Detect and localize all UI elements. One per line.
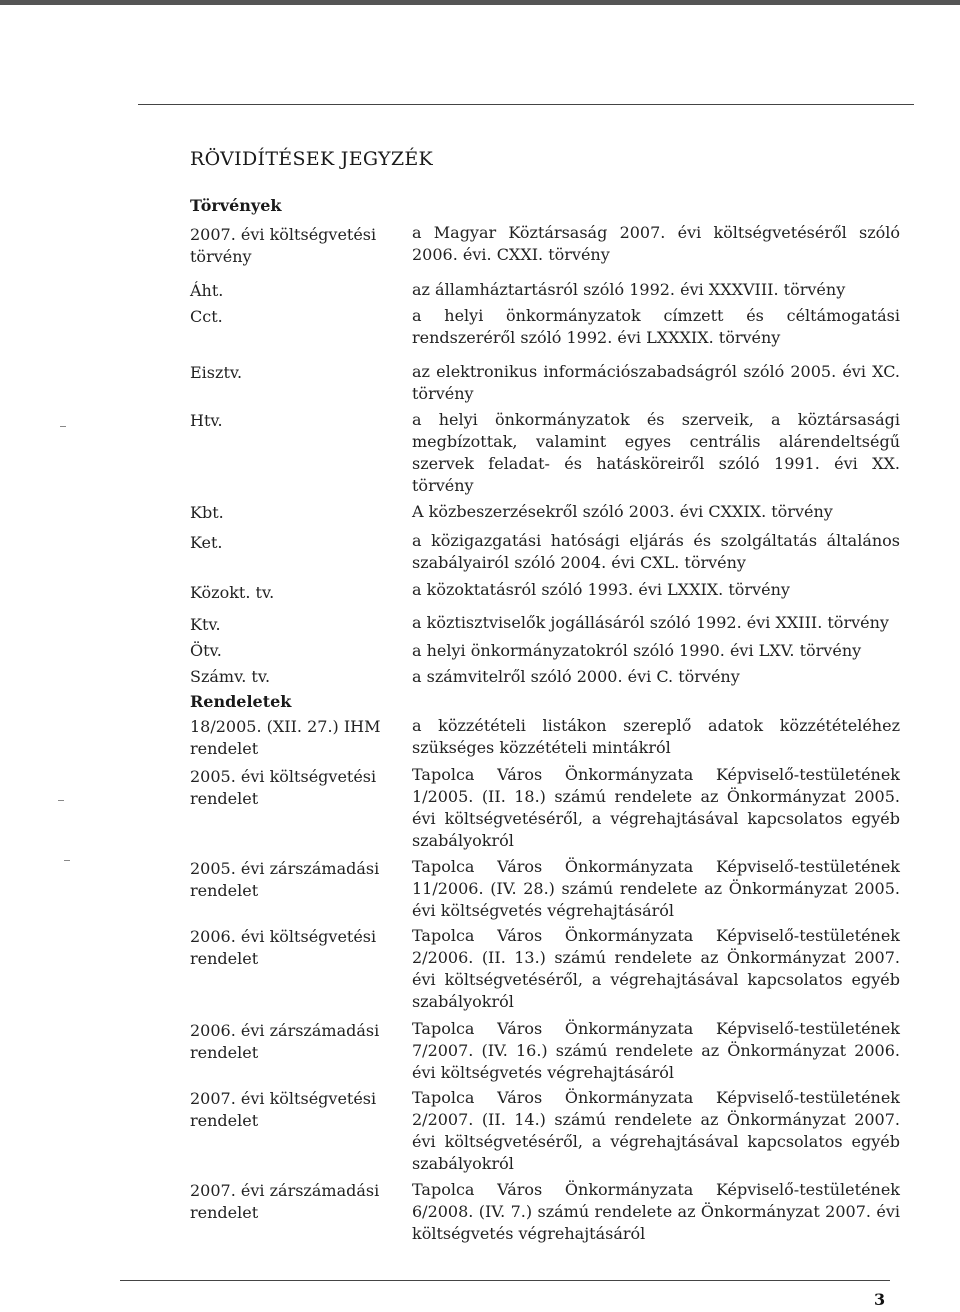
definition: Tapolca Város Önkormányzata Képviselő-testületének 2/2006. (II. 13.) számú rendelete az Önkormányzat 2007. évi költségvetéséről, a végrehajtásával kapcsolatos egyéb szabályokról (412, 926, 900, 1011)
definition: a közzétételi listákon szereplő adatok közzétételéhez szükséges közzétételi mintákról (412, 716, 900, 757)
top-edge-rule (0, 0, 960, 5)
term-2006-zarszamadasi-rendelet: 2006. évi zárszámadási rendelet (190, 1021, 380, 1062)
term-2005-zarszamadasi-rendelet: 2005. évi zárszámadási rendelet (190, 859, 380, 900)
term-2007-zarszamadasi-rendelet: 2007. évi zárszámadási rendelet (190, 1181, 380, 1222)
term-htv: Htv. (190, 411, 223, 430)
term-eisztv: Eisztv. (190, 363, 243, 382)
margin-mark (58, 800, 64, 801)
term-cct: Cct. (190, 307, 223, 326)
term-ket: Ket. (190, 533, 223, 552)
term-2006-koltsegvetesi-rendelet: 2006. évi költségvetési rendelet (190, 927, 377, 968)
definition: a közigazgatási hatósági eljárás és szolgáltatás általános szabályairól szóló 2004. évi CXL. törvény (412, 531, 900, 572)
term-kbt: Kbt. (190, 503, 224, 522)
definition: a számvitelről szóló 2000. évi C. törvény (412, 667, 740, 686)
section-heading-rendeletek: Rendeletek (190, 692, 292, 711)
page-title: RÖVIDÍTÉSEK JEGYZÉK (190, 148, 434, 170)
margin-mark (60, 426, 66, 427)
definition: Tapolca Város Önkormányzata Képviselő-testületének 6/2008. (IV. 7.) számú rendelete az Önkormányzat 2007. évi költségvetés végrehajtásáról (412, 1180, 900, 1243)
term-aht: Áht. (190, 281, 224, 300)
definition: Tapolca Város Önkormányzata Képviselő-testületének 1/2005. (II. 18.) számú rendelete az Önkormányzat 2005. évi költségvetéséről, a végrehajtásával kapcsolatos egyéb szabályokról (412, 765, 900, 850)
definition: a közoktatásról szóló 1993. évi LXXIX. törvény (412, 580, 790, 599)
definition: a helyi önkormányzatok címzett és céltámogatási rendszeréről szóló 1992. évi LXXXIX. törvény (412, 306, 900, 347)
page-number: 3 (874, 1290, 886, 1309)
term-ktv: Ktv. (190, 615, 221, 634)
definition: a Magyar Köztársaság 2007. évi költségvetéséről szóló 2006. évi. CXXI. törvény (412, 223, 900, 264)
term-2005-koltsegvetesi-rendelet: 2005. évi költségvetési rendelet (190, 767, 377, 808)
term-ihm-rendelet: 18/2005. (XII. 27.) IHM rendelet (190, 717, 381, 758)
term-szamv-tv: Számv. tv. (190, 667, 271, 686)
term-otv: Ötv. (190, 641, 222, 660)
term-kozokt-tv: Közokt. tv. (190, 583, 275, 602)
term-2007-koltsegvetesi-rendelet: 2007. évi költségvetési rendelet (190, 1089, 377, 1130)
definition: az államháztartásról szóló 1992. évi XXXVIII. törvény (412, 280, 846, 299)
definition: Tapolca Város Önkormányzata Képviselő-testületének 2/2007. (II. 14.) számú rendelete az Önkormányzat 2007. évi költségvetéséről, a végrehajtásával kapcsolatos egyéb szabályokról (412, 1088, 900, 1173)
definition: Tapolca Város Önkormányzata Képviselő-testületének 11/2006. (IV. 28.) számú rendelete az Önkormányzat 2005. évi költségvetés végrehajtásáról (412, 857, 900, 920)
definition: az elektronikus információszabadságról szóló 2005. évi XC. törvény (412, 362, 900, 403)
footer-rule (120, 1280, 890, 1281)
margin-mark (64, 860, 70, 861)
header-rule (138, 104, 914, 105)
definition: Tapolca Város Önkormányzata Képviselő-testületének 7/2007. (IV. 16.) számú rendelete az Önkormányzat 2006. évi költségvetés végrehajtásáról (412, 1019, 900, 1082)
definition: a köztisztviselők jogállásáról szóló 1992. évi XXIII. törvény (412, 613, 889, 632)
definition: a helyi önkormányzatok és szerveik, a köztársasági megbízottak, valamint egyes centrális alárendeltségű szervek feladat- és hatásköreiről szóló 1991. évi XX. törvény (412, 410, 900, 495)
section-heading-torvenyek: Törvények (190, 196, 282, 215)
term-2007-koltsegvetesi-torveny: 2007. évi költségvetési törvény (190, 225, 377, 266)
definition: a helyi önkormányzatokról szóló 1990. évi LXV. törvény (412, 641, 862, 660)
definition: A közbeszerzésekről szóló 2003. évi CXXIX. törvény (412, 502, 833, 521)
